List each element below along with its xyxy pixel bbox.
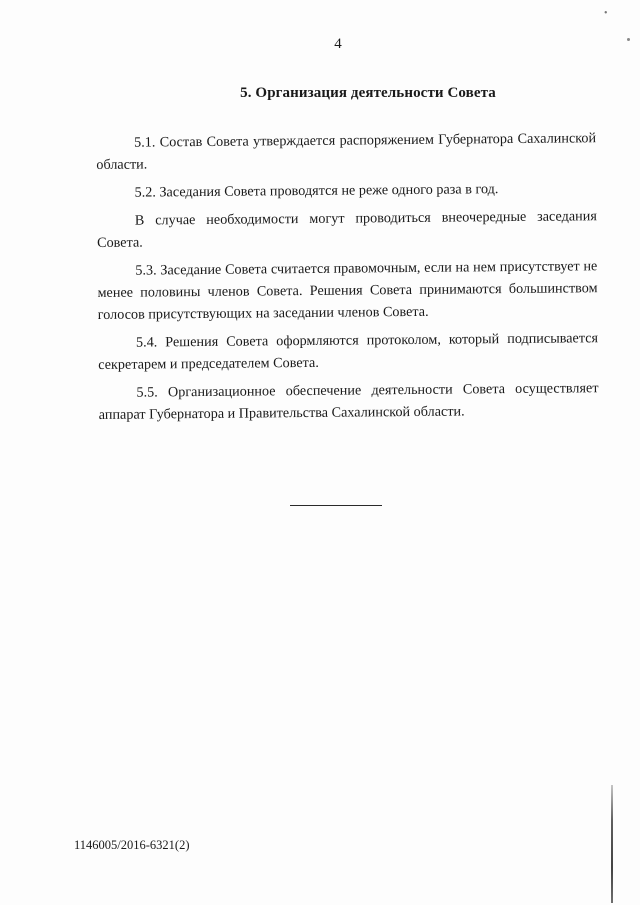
scan-edge-line xyxy=(611,785,613,903)
paragraph-5-2: 5.2. Заседания Совета проводятся не реже одного раза в год. xyxy=(134,181,499,201)
paragraph-5-1: 5.1. Состав Совета утверждается распоряжением Губернатора Сахалинской области. xyxy=(96,130,597,173)
section-title: 5. Организация деятельности Совета xyxy=(240,85,496,101)
paragraph-5-5: 5.5. Организационное обеспечение деятельности Совета осуществляет аппарат Губернатора и Правительства Сахалинской области. xyxy=(98,380,599,423)
paragraph-5-2-extra: В случае необходимости могут проводиться внеочередные заседания Совета. xyxy=(96,208,597,251)
paragraph-5-3: 5.3. Заседание Совета считается правомочным, если на нем присутствует не менее половины членов Совета. Решения Совета принимаются большинством голосов присутствующих на заседании членов Совета. xyxy=(97,258,598,323)
end-divider xyxy=(290,505,382,506)
paragraph-5-4: 5.4. Решения Совета оформляются протоколом, который подписывается секретарем и председателем Совета. xyxy=(98,330,599,373)
document-code: 1146005/2016-6321(2) xyxy=(74,838,190,852)
scan-mark: • xyxy=(604,8,608,19)
document-body xyxy=(96,127,599,432)
page-number: 4 xyxy=(334,36,342,52)
